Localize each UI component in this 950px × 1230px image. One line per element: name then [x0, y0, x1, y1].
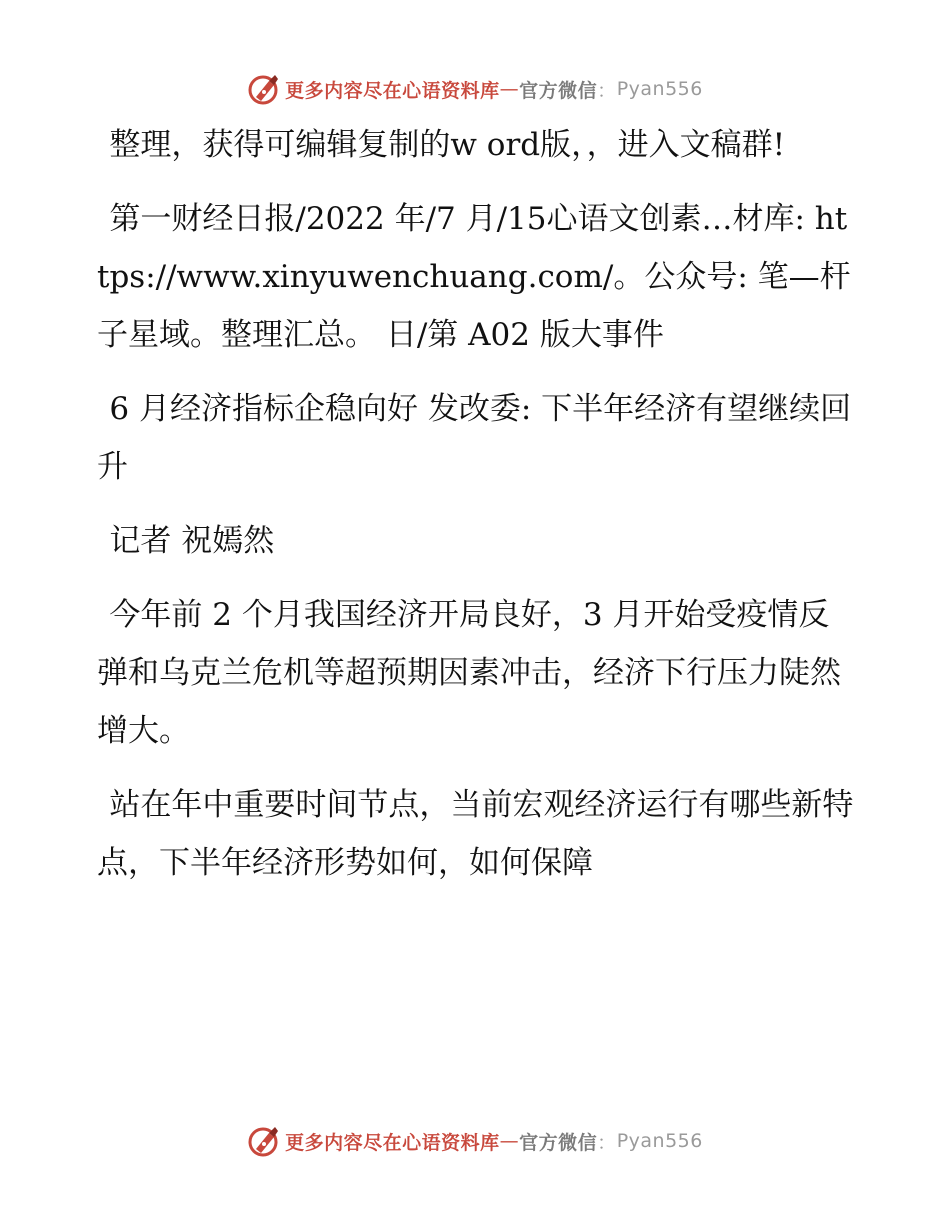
paragraph-source: 第一财经日报/2022 年/7 月/15心语文创素…材库: https://www.xinyuwenchuang.com/。公众号: 笔—杆子星域。整理汇总。 日/第 A02 版大事件 — [97, 201, 851, 353]
banner-dash: — — [499, 1130, 520, 1152]
document-body — [97, 116, 857, 908]
pen-nib-logo-icon — [247, 72, 281, 106]
article-headline: 6 月经济指标企稳向好 发改委: 下半年经济有望继续回升 — [97, 391, 852, 485]
header-watermark-banner — [0, 72, 950, 106]
banner-site-text: 更多内容尽在心语资料库 — [285, 1131, 500, 1154]
banner-wechat-label: 官方微信 — [519, 79, 598, 102]
banner-colon: ： — [597, 1131, 617, 1154]
article-byline: 记者 祝嫣然 — [109, 523, 275, 559]
paragraph-body-2: 站在年中重要时间节点，当前宏观经济运行有哪些新特点，下半年经济形势如何，如何保障 — [97, 787, 854, 881]
banner-dash: — — [499, 78, 520, 100]
banner-colon: ： — [597, 79, 617, 102]
banner-site-text: 更多内容尽在心语资料库 — [285, 79, 500, 102]
pen-nib-logo-icon — [247, 1124, 281, 1158]
paragraph-intro: 整理，获得可编辑复制的w ord版，，进入文稿群! — [109, 127, 786, 163]
footer-watermark-banner — [0, 1124, 950, 1158]
banner-wechat-label: 官方微信 — [519, 1131, 598, 1154]
banner-wechat-id: Pyan556 — [616, 78, 703, 100]
banner-wechat-id: Pyan556 — [616, 1130, 703, 1152]
paragraph-body-1: 今年前 2 个月我国经济开局良好，3 月开始受疫情反弹和乌克兰危机等超预期因素冲击，经济下行压力陡然增大。 — [97, 597, 841, 749]
